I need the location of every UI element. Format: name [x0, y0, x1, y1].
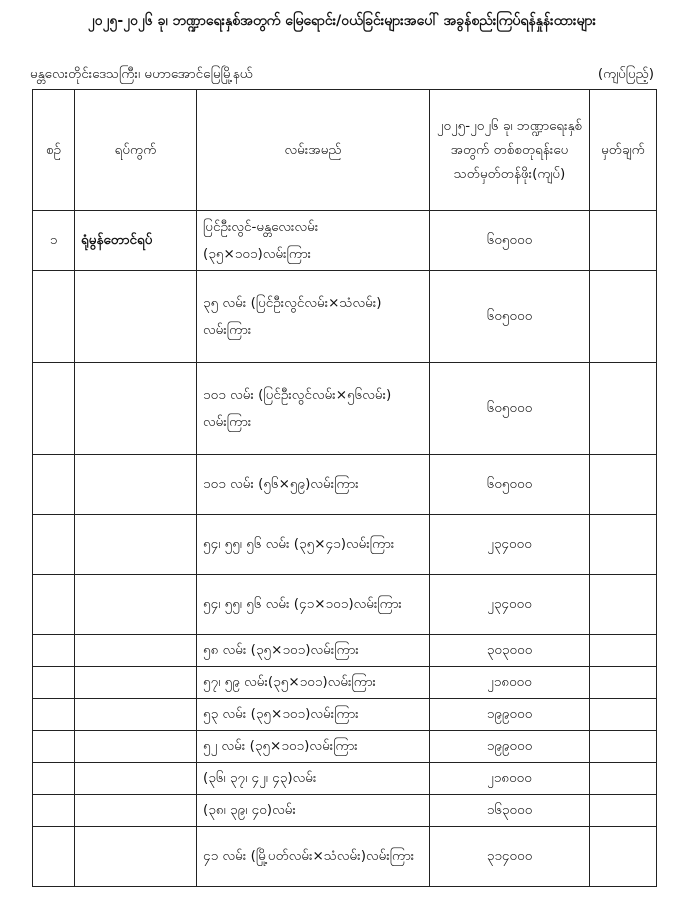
table-row: [33, 827, 657, 887]
cell-value: ၆၀၅၀၀၀: [430, 363, 590, 455]
cell-remark: [590, 667, 657, 699]
table-row: [33, 271, 657, 363]
cell-street: ၅၄၊ ၅၅၊ ၅၆ လမ်း (၃၅×၄၁)လမ်းကြား: [197, 515, 430, 575]
cell-zone: [75, 699, 197, 731]
cell-zone: [75, 635, 197, 667]
cell-zone: ရုံမွန်တောင်ရပ်: [75, 211, 197, 271]
cell-remark: [590, 455, 657, 515]
cell-no: [33, 271, 75, 363]
cell-value: ၁၆၃၀၀၀: [430, 795, 590, 827]
cell-zone: [75, 731, 197, 763]
cell-remark: [590, 827, 657, 887]
cell-remark: [590, 795, 657, 827]
cell-no: [33, 575, 75, 635]
cell-value: ၃၁၄၀၀၀: [430, 827, 590, 887]
cell-value: ၁၉၉၀၀၀: [430, 699, 590, 731]
cell-value: ၂၃၄၀၀၀: [430, 515, 590, 575]
cell-remark: [590, 731, 657, 763]
header-street: လမ်းအမည်: [197, 90, 430, 211]
document-subheader: [30, 62, 656, 86]
cell-no: [33, 363, 75, 455]
cell-value: ၂၁၈၀၀၀: [430, 667, 590, 699]
header-zone: ရပ်ကွက်: [75, 90, 197, 211]
cell-remark: [590, 575, 657, 635]
cell-no: ၁: [33, 211, 75, 271]
cell-remark: [590, 271, 657, 363]
cell-value: ၃၀၃၀၀၀: [430, 635, 590, 667]
cell-no: [33, 827, 75, 887]
cell-remark: [590, 515, 657, 575]
header-value: ၂၀၂၅-၂၀၂၆ ခု၊ ဘဏ္ဍာရေးနှစ်အတွက် တစ်စတုရန်းပေ သတ်မှတ်တန်ဖိုး(ကျပ်): [430, 90, 590, 211]
cell-no: [33, 731, 75, 763]
region-label: မန္တလေးတိုင်းဒေသကြီး၊ မဟာအောင်မြေမြို့နယ်: [30, 66, 253, 82]
cell-value: ၂၁၈၀၀၀: [430, 763, 590, 795]
cell-no: [33, 515, 75, 575]
cell-no: [33, 455, 75, 515]
table-row: [33, 455, 657, 515]
table-header-row: [33, 90, 657, 211]
cell-value: ၂၃၄၀၀၀: [430, 575, 590, 635]
cell-street: ၃၅ လမ်း (ပြင်ဦးလွင်လမ်း×သံလမ်း) လမ်းကြား: [197, 271, 430, 363]
cell-value: ၆၀၅၀၀၀: [430, 455, 590, 515]
table-row: [33, 363, 657, 455]
table-row: [33, 763, 657, 795]
table-row: [33, 699, 657, 731]
land-value-table: [32, 89, 657, 887]
cell-zone: [75, 827, 197, 887]
cell-remark: [590, 211, 657, 271]
table-row: [33, 667, 657, 699]
cell-no: [33, 795, 75, 827]
cell-no: [33, 667, 75, 699]
cell-street: ၅၂ လမ်း (၃၅×၁၀၁)လမ်းကြား: [197, 731, 430, 763]
cell-zone: [75, 455, 197, 515]
cell-zone: [75, 795, 197, 827]
cell-value: ၁၉၉၀၀၀: [430, 731, 590, 763]
cell-remark: [590, 699, 657, 731]
cell-zone: [75, 363, 197, 455]
cell-street: ၅၇၊ ၅၉ လမ်း(၃၅×၁၀၁)လမ်းကြား: [197, 667, 430, 699]
cell-street: ပြင်ဦးလွင်-မန္တလေးလမ်း (၃၅×၁၀၁)လမ်းကြား: [197, 211, 430, 271]
document-title: ၂၀၂၅-၂၀၂၆ ခု၊ ဘဏ္ဍာရေးနှစ်အတွက် မြေရောင်း/ဝယ်ခြင်းများအပေါ် အခွန်စည်းကြပ်ရန်နှုန်းထားများ: [87, 13, 597, 29]
cell-street: (၃၈၊ ၃၉၊ ၄၀)လမ်း: [197, 795, 430, 827]
cell-zone: [75, 575, 197, 635]
cell-remark: [590, 763, 657, 795]
table-row: [33, 575, 657, 635]
cell-street: ၁၀၁ လမ်း (ပြင်ဦးလွင်လမ်း×၅၆လမ်း) လမ်းကြား: [197, 363, 430, 455]
cell-street: ၁၀၁ လမ်း (၅၆×၅၉)လမ်းကြား: [197, 455, 430, 515]
table-row: [33, 635, 657, 667]
cell-zone: [75, 667, 197, 699]
cell-value: ၆၀၅၀၀၀: [430, 211, 590, 271]
cell-remark: [590, 635, 657, 667]
cell-value: ၆၀၅၀၀၀: [430, 271, 590, 363]
cell-street: ၅၈ လမ်း (၃၅×၁၀၁)လမ်းကြား: [197, 635, 430, 667]
cell-no: [33, 763, 75, 795]
cell-street: ၅၄၊ ၅၅၊ ၅၆ လမ်း (၄၁×၁၀၁)လမ်းကြား: [197, 575, 430, 635]
table-row: [33, 211, 657, 271]
cell-no: [33, 699, 75, 731]
header-remark: မှတ်ချက်: [590, 90, 657, 211]
unit-label: (ကျပ်ပြည့်): [597, 66, 654, 82]
cell-zone: [75, 763, 197, 795]
table-row: [33, 795, 657, 827]
table-row: [33, 731, 657, 763]
table-row: [33, 515, 657, 575]
cell-remark: [590, 363, 657, 455]
header-no: စဉ်: [33, 90, 75, 211]
cell-zone: [75, 515, 197, 575]
cell-street: ၄၁ လမ်း (မြို့ပတ်လမ်း×သံလမ်း)လမ်းကြား: [197, 827, 430, 887]
cell-zone: [75, 271, 197, 363]
cell-street: ၅၃ လမ်း (၃၅×၁၀၁)လမ်းကြား: [197, 699, 430, 731]
cell-street: (၃၆၊ ၃၇၊ ၄၂၊ ၄၃)လမ်း: [197, 763, 430, 795]
cell-no: [33, 635, 75, 667]
